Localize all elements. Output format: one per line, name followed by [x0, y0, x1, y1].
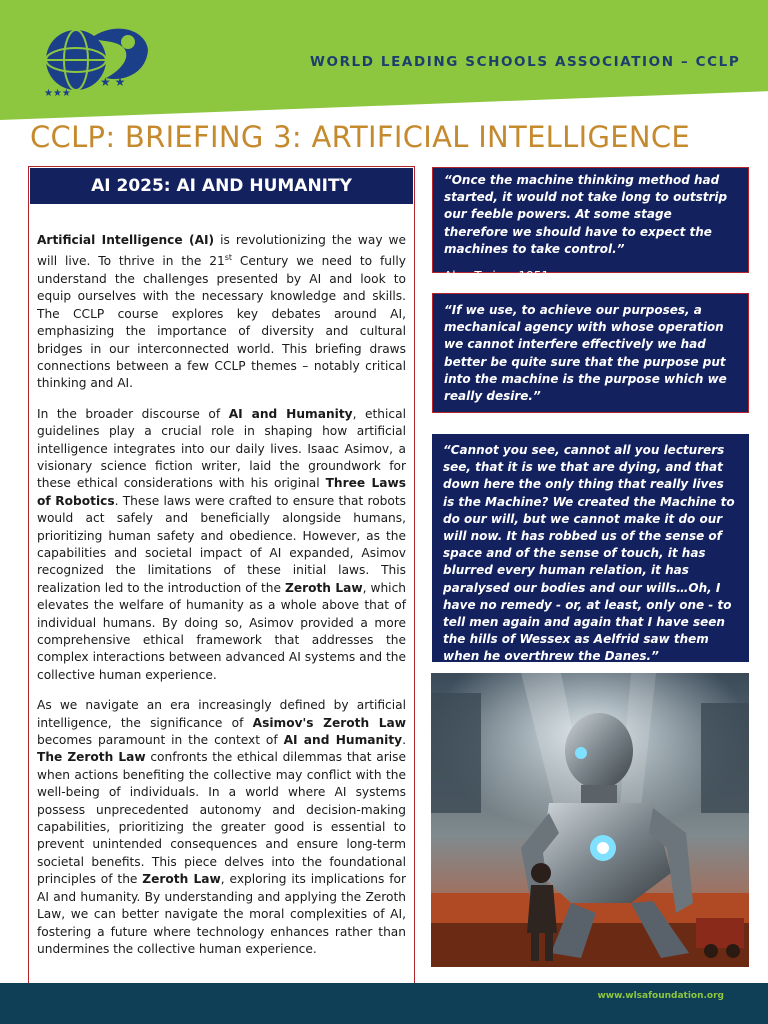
- quote-text: “If we use, to achieve our purposes, a mechanical agency with whose operation we cannot interfere effectively we had better be quite sure that the purpose put into the machine is the purpose which we really desire.”: [444, 303, 727, 404]
- quote-attribution: Alan Turing, 1951: [444, 269, 550, 284]
- robot-child-illustration: [431, 673, 749, 967]
- article-paragraph-1: Artificial Intelligence (AI) is revolutionizing the way we will live. To thrive in the 21st Century we need to fully understand the challenges presented by AI and look to equip ourselves with the necessary knowledge and skills. The CCLP course explores key debates around AI, emphasizing the importance of diversity and cultural bridges in our interconnected world. This briefing draws connections between a few CCLP themes – notably critical thinking and AI.: [37, 233, 407, 391]
- svg-text:★★★: ★★★: [44, 88, 71, 99]
- article-heading: AI 2025: AI AND HUMANITY: [30, 168, 413, 204]
- footer-band: [0, 983, 768, 1024]
- quote-text: “Cannot you see, cannot all you lecturers see, that it is we that are dying, and that down here the only thing that really lives is the Machine? We created the Machine to do our will, but we cannot make it do our will now. It has robbed us of the sense of space and of the sense of touch, it has blurred every human relation, it has paralysed our bodies and our wills…Oh, I have no remedy - or, at least, only one - to tell men again and again that I have seen the hills of Wessex as Aelfrid saw them when he overthrew the Danes.”: [443, 443, 735, 664]
- quote-text: “Once the machine thinking method had started, it would not take long to outstrip our feeble powers. At some stage therefore we should have to expect the machines to take control.”: [444, 173, 728, 256]
- svg-text:★ ★: ★ ★: [100, 75, 126, 89]
- quote-turing: [432, 167, 749, 284]
- quote-forster: [432, 434, 749, 662]
- quote-wiener: [432, 293, 749, 431]
- organization-name: WORLD LEADING SCHOOLS ASSOCIATION – CCLP: [310, 54, 741, 70]
- article-paragraph-3: As we navigate an era increasingly defined by artificial intelligence, the significance of Asimov's Zeroth Law becomes paramount in the context of AI and Humanity. The Zeroth Law confronts the ethical dilemmas that arise when actions benefiting the collective may conflict with the well-being of individuals. In a world where AI systems possess unprecedented autonomy and decision-making capabilities, prioritizing the greater good is essential to prevent unintended consequences and ensure long-term societal benefits. This piece delves into the foundational principles of the Zeroth Law, exploring its implications for AI and humanity. By understanding and applying the Zeroth Law, we can better navigate the moral complexities of AI, fostering a future where technology enhances rather than undermines the collective human experience.: [37, 698, 406, 956]
- article-body: [37, 232, 406, 971]
- page-title: CCLP: BRIEFING 3: ARTIFICIAL INTELLIGENCE: [30, 120, 691, 154]
- footer-website-link[interactable]: www.wlsafoundation.org: [597, 991, 724, 1001]
- article-paragraph-2: In the broader discourse of AI and Humanity, ethical guidelines play a crucial role in shaping how artificial intelligence integrates into our daily lives. Isaac Asimov, a visionary science fiction writer, laid the groundwork for these ethical considerations with his original Three Laws of Robotics. These laws were crafted to ensure that robots would act safely and beneficially alongside humans, prioritizing human safety and obedience. However, as the capabilities and societal impact of AI expanded, Asimov recognized the limitations of these initial laws. This realization led to the introduction of the Zeroth Law, which elevates the welfare of humanity as a whole above that of individual humans. By doing so, Asimov provided a more comprehensive ethical framework that addresses the complex interactions between advanced AI systems and the collective human experience.: [37, 406, 406, 682]
- wlsa-logo: [36, 20, 156, 100]
- quote-attribution: Norbert Wiener, the founder of: [444, 416, 654, 431]
